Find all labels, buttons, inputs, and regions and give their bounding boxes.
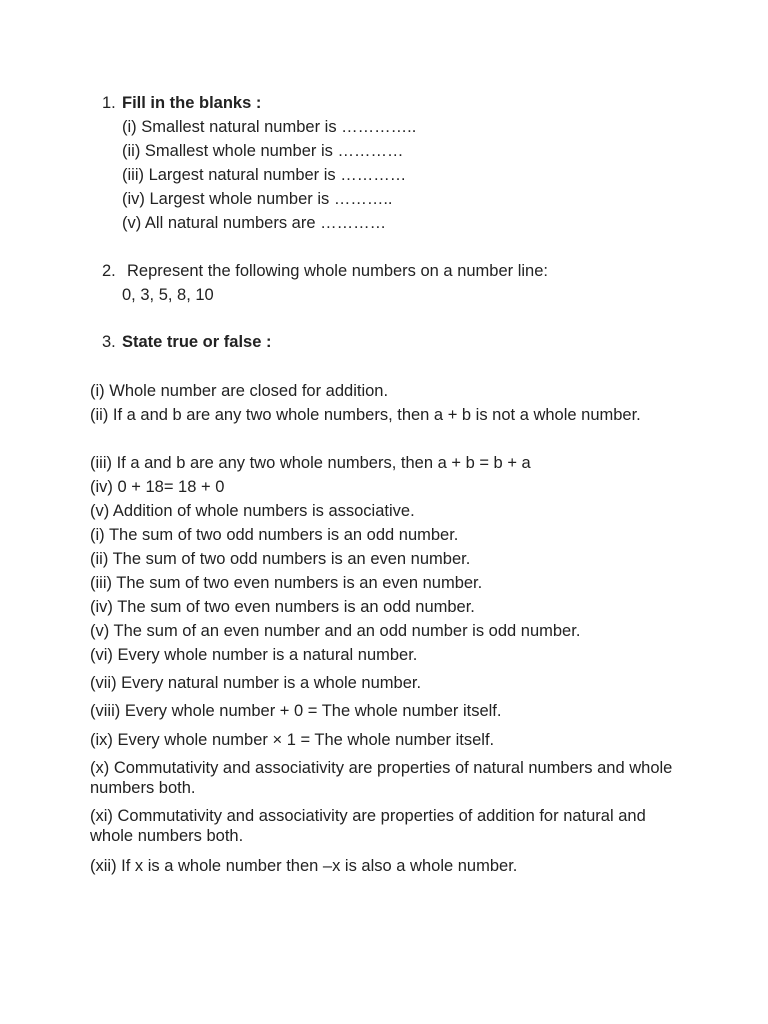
q3-item: (xi) Commutativity and associativity are properties of addition for natural and whole numbers both.	[90, 807, 646, 845]
q3-item: (v) The sum of an even number and an odd number is odd number.	[90, 622, 581, 640]
q1-item: (v) All natural numbers are …………	[122, 214, 387, 232]
q1-item: (i) Smallest natural number is …………..	[122, 118, 417, 136]
q3-item: (iii) If a and b are any two whole numbers, then a + b = b + a	[90, 454, 531, 472]
q1-item: (ii) Smallest whole number is …………	[122, 142, 404, 160]
q3-item: (x) Commutativity and associativity are properties of natural numbers and whole numbers both.	[90, 759, 673, 797]
q3-item: (ii) If a and b are any two whole numbers, then a + b is not a whole number.	[90, 406, 641, 424]
question-1-number: 1.	[102, 94, 116, 112]
q3-item: (iii) The sum of two even numbers is an even number.	[90, 574, 483, 592]
q1-item: (iii) Largest natural number is …………	[122, 166, 407, 184]
question-1-title: Fill in the blanks :	[122, 94, 262, 112]
q3-item: (ii) The sum of two odd numbers is an even number.	[90, 550, 471, 568]
question-2-title: Represent the following whole numbers on a number line:	[127, 262, 548, 280]
q3-item: (viii) Every whole number + 0 = The whole number itself.	[90, 702, 502, 720]
q3-item: (xii) If x is a whole number then –x is also a whole number.	[90, 857, 518, 875]
q3-item: (vi) Every whole number is a natural number.	[90, 646, 418, 664]
q3-item: (iv) The sum of two even numbers is an odd number.	[90, 598, 475, 616]
question-3-title: State true or false :	[122, 333, 272, 351]
q3-item: (v) Addition of whole numbers is associative.	[90, 502, 415, 520]
question-3-number: 3.	[102, 333, 116, 351]
q3-item: (iv) 0 + 18= 18 + 0	[90, 478, 225, 496]
q1-item: (iv) Largest whole number is ………..	[122, 190, 393, 208]
q3-item: (vii) Every natural number is a whole number.	[90, 674, 422, 692]
question-2-number: 2.	[102, 262, 116, 280]
q3-item: (i) Whole number are closed for addition.	[90, 382, 389, 400]
q2-values: 0, 3, 5, 8, 10	[122, 286, 214, 304]
q3-item: (ix) Every whole number × 1 = The whole number itself.	[90, 731, 495, 749]
q3-item: (i) The sum of two odd numbers is an odd number.	[90, 526, 459, 544]
